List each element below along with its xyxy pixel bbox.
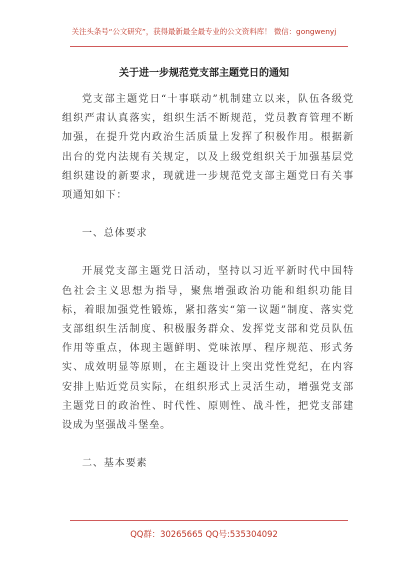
header-divider [70,46,348,47]
section-paragraph-general-requirements: 开展党支部主题党日活动，坚持以习近平新时代中国特色社会主义思想为指导，聚焦增强政治功能和组织功能目标，着眼加强党性锻炼，紧扣落实“第一议题”制度、落实党支部组织生活制度、积极服务群众、发挥党支部和党员队伍作用等重点，体现主题鲜明、党味浓厚、程序规范、形式务实、成效明显等原则，在主题设计上突出党性党纪，在内容安排上贴近党员实际，在组织形式上灵活生动，增强党支部主题党日的政治性、时代性、原则性、战斗性，把党支部建设成为坚强战斗堡垒。 [62,266,354,432]
footer-contact: QQ群：30265665 QQ号:535304092 [130,529,278,539]
document-body [62,90,354,473]
section-heading-basic-elements: 二、基本要素 [82,458,148,470]
header-banner: 关注头条号“公文研究”，获得最新最全最专业的公文资料库！ 微信：gongwenyj [71,27,337,36]
section-heading-general-requirements: 一、总体要求 [82,228,148,240]
footer-divider [70,520,348,521]
document-title: 关于进一步规范党支部主题党日的通知 [119,68,289,79]
intro-paragraph: 党支部主题党日“十事联动”机制建立以来，队伍各级党组织严肃认真落实，组织生活不断规范，党员教育管理不断加强，在提升党内政治生活质量上发挥了积极作用。根据新出台的党内法规有关规定，以及上级党组织关于加强基层党组织建设的新要求，现就进一步规范党支部主题党日有关事项通知如下： [62,94,354,202]
